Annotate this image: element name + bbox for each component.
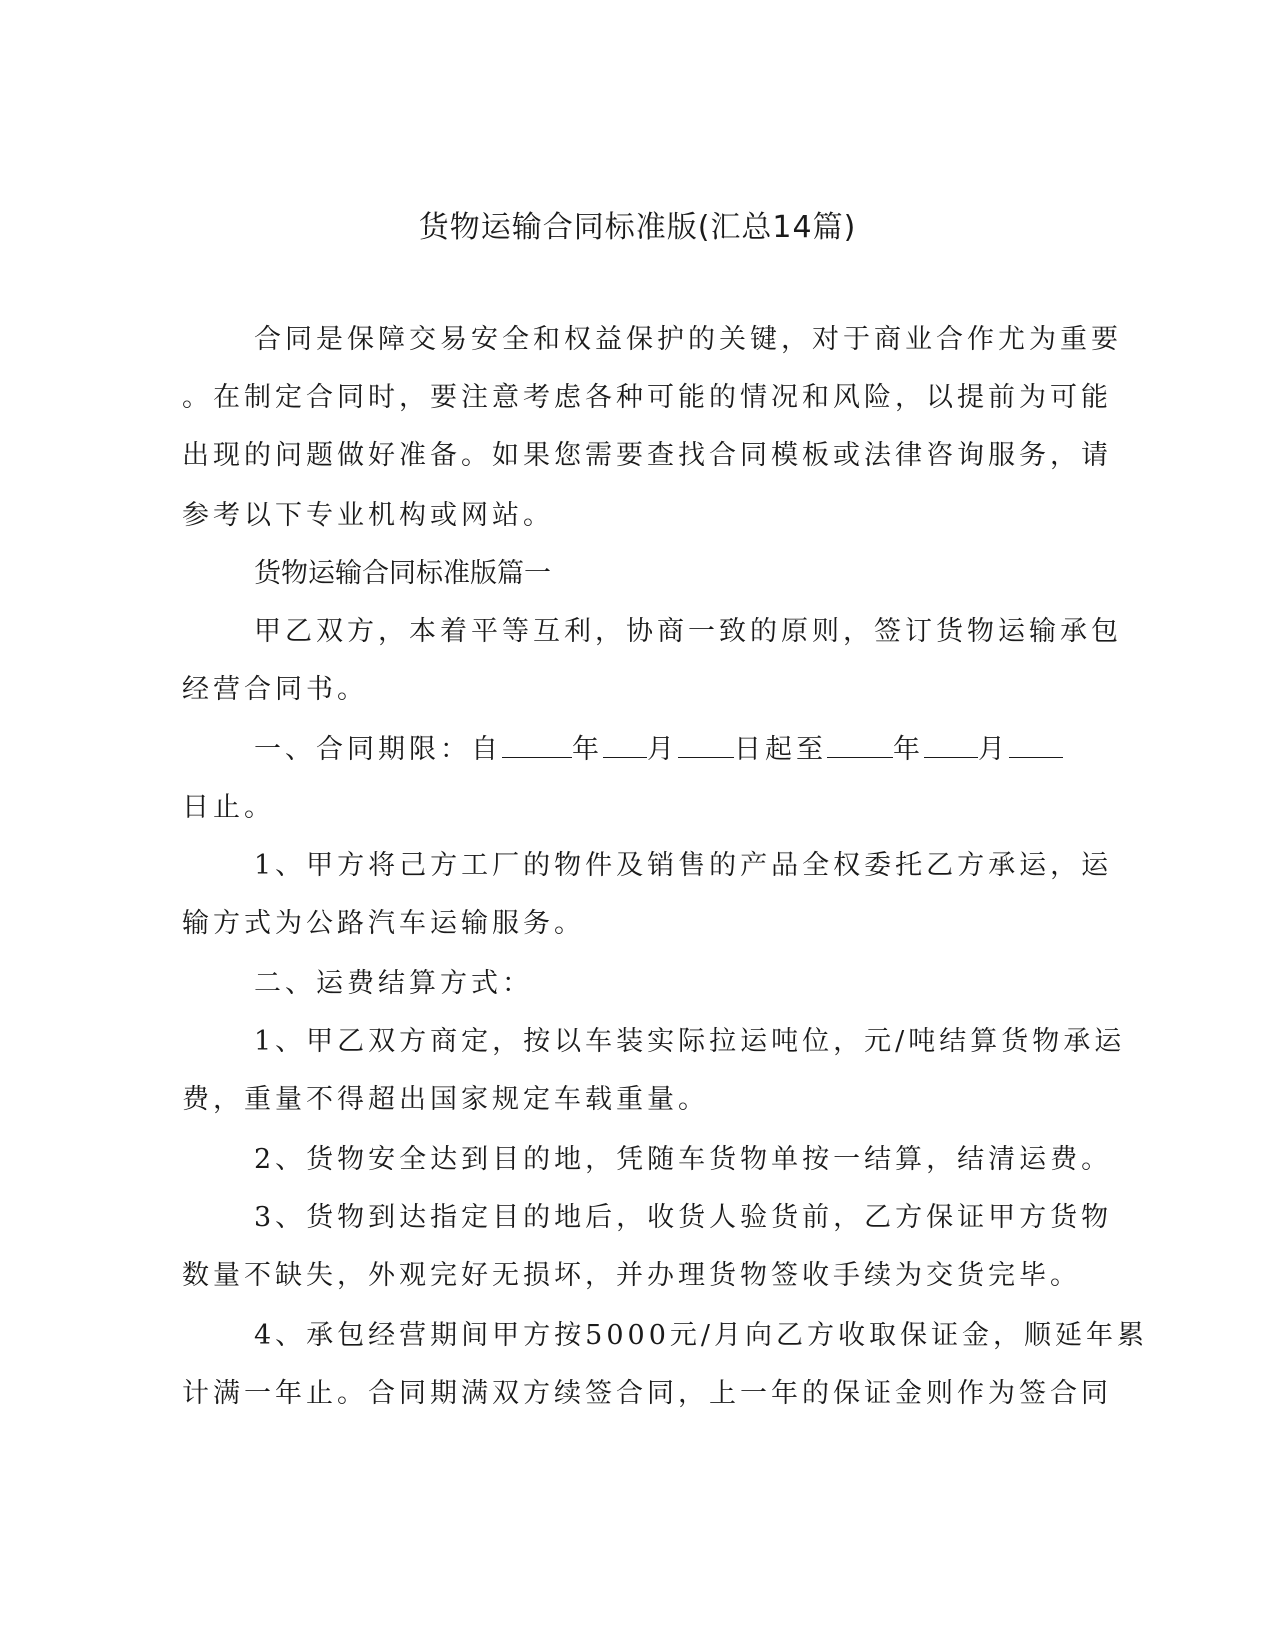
intro-line-1: 合同是保障交易安全和权益保护的关键，对于商业合作尤为重要 [254, 324, 1122, 355]
month-blank[interactable] [603, 733, 647, 758]
section-heading: 货物运输合同标准版篇一 [254, 558, 551, 589]
end-year-blank[interactable] [827, 733, 893, 758]
parties-line-2: 经营合同书。 [182, 674, 368, 705]
intro-line-3: 出现的问题做好准备。如果您需要查找合同模板或法律咨询服务，请 [182, 440, 1112, 471]
day-blank[interactable] [678, 733, 734, 758]
settlement-heading: 二、运费结算方式： [254, 968, 533, 999]
term-day-from-label: 日起至 [734, 734, 827, 765]
year-blank[interactable] [502, 733, 572, 758]
term-prefix: 一、合同期限：自 [254, 734, 502, 765]
settlement-2-line: 2、货物安全达到目的地，凭随车货物单按一结算，结清运费。 [254, 1144, 1113, 1175]
settlement-3-line-2: 数量不缺失，外观完好无损坏，并办理货物签收手续为交货完毕。 [182, 1260, 1081, 1291]
settlement-3-line-1: 3、货物到达指定目的地后，收货人验货前，乙方保证甲方货物 [254, 1202, 1113, 1233]
document-title: 货物运输合同标准版(汇总14篇) [418, 210, 857, 245]
intro-line-4: 参考以下专业机构或网站。 [182, 500, 554, 531]
settlement-1-line-2: 费，重量不得超出国家规定车载重量。 [182, 1084, 709, 1115]
settlement-4-line-2: 计满一年止。合同期满双方续签合同，上一年的保证金则作为签合同 [182, 1378, 1112, 1409]
end-month-blank[interactable] [924, 733, 978, 758]
term-year-label: 年 [572, 734, 603, 765]
settlement-4-line-1: 4、承包经营期间甲方按5000元/月向乙方收取保证金，顺延年累 [254, 1320, 1148, 1351]
contract-term-line [254, 732, 1063, 768]
parties-line-1: 甲乙双方，本着平等互利，协商一致的原则，签订货物运输承包 [254, 616, 1122, 647]
end-day-blank[interactable] [1009, 733, 1063, 758]
term-end-line: 日止。 [182, 792, 275, 823]
clause1-line-2: 输方式为公路汽车运输服务。 [182, 908, 585, 939]
clause1-line-1: 1、甲方将己方工厂的物件及销售的产品全权委托乙方承运，运 [254, 850, 1113, 881]
settlement-1-line-1: 1、甲乙双方商定，按以车装实际拉运吨位，元/吨结算货物承运 [254, 1026, 1126, 1057]
term-month2-label: 月 [978, 734, 1009, 765]
term-month-label: 月 [647, 734, 678, 765]
intro-line-2: 。在制定合同时，要注意考虑各种可能的情况和风险，以提前为可能 [182, 382, 1112, 413]
term-year2-label: 年 [893, 734, 924, 765]
